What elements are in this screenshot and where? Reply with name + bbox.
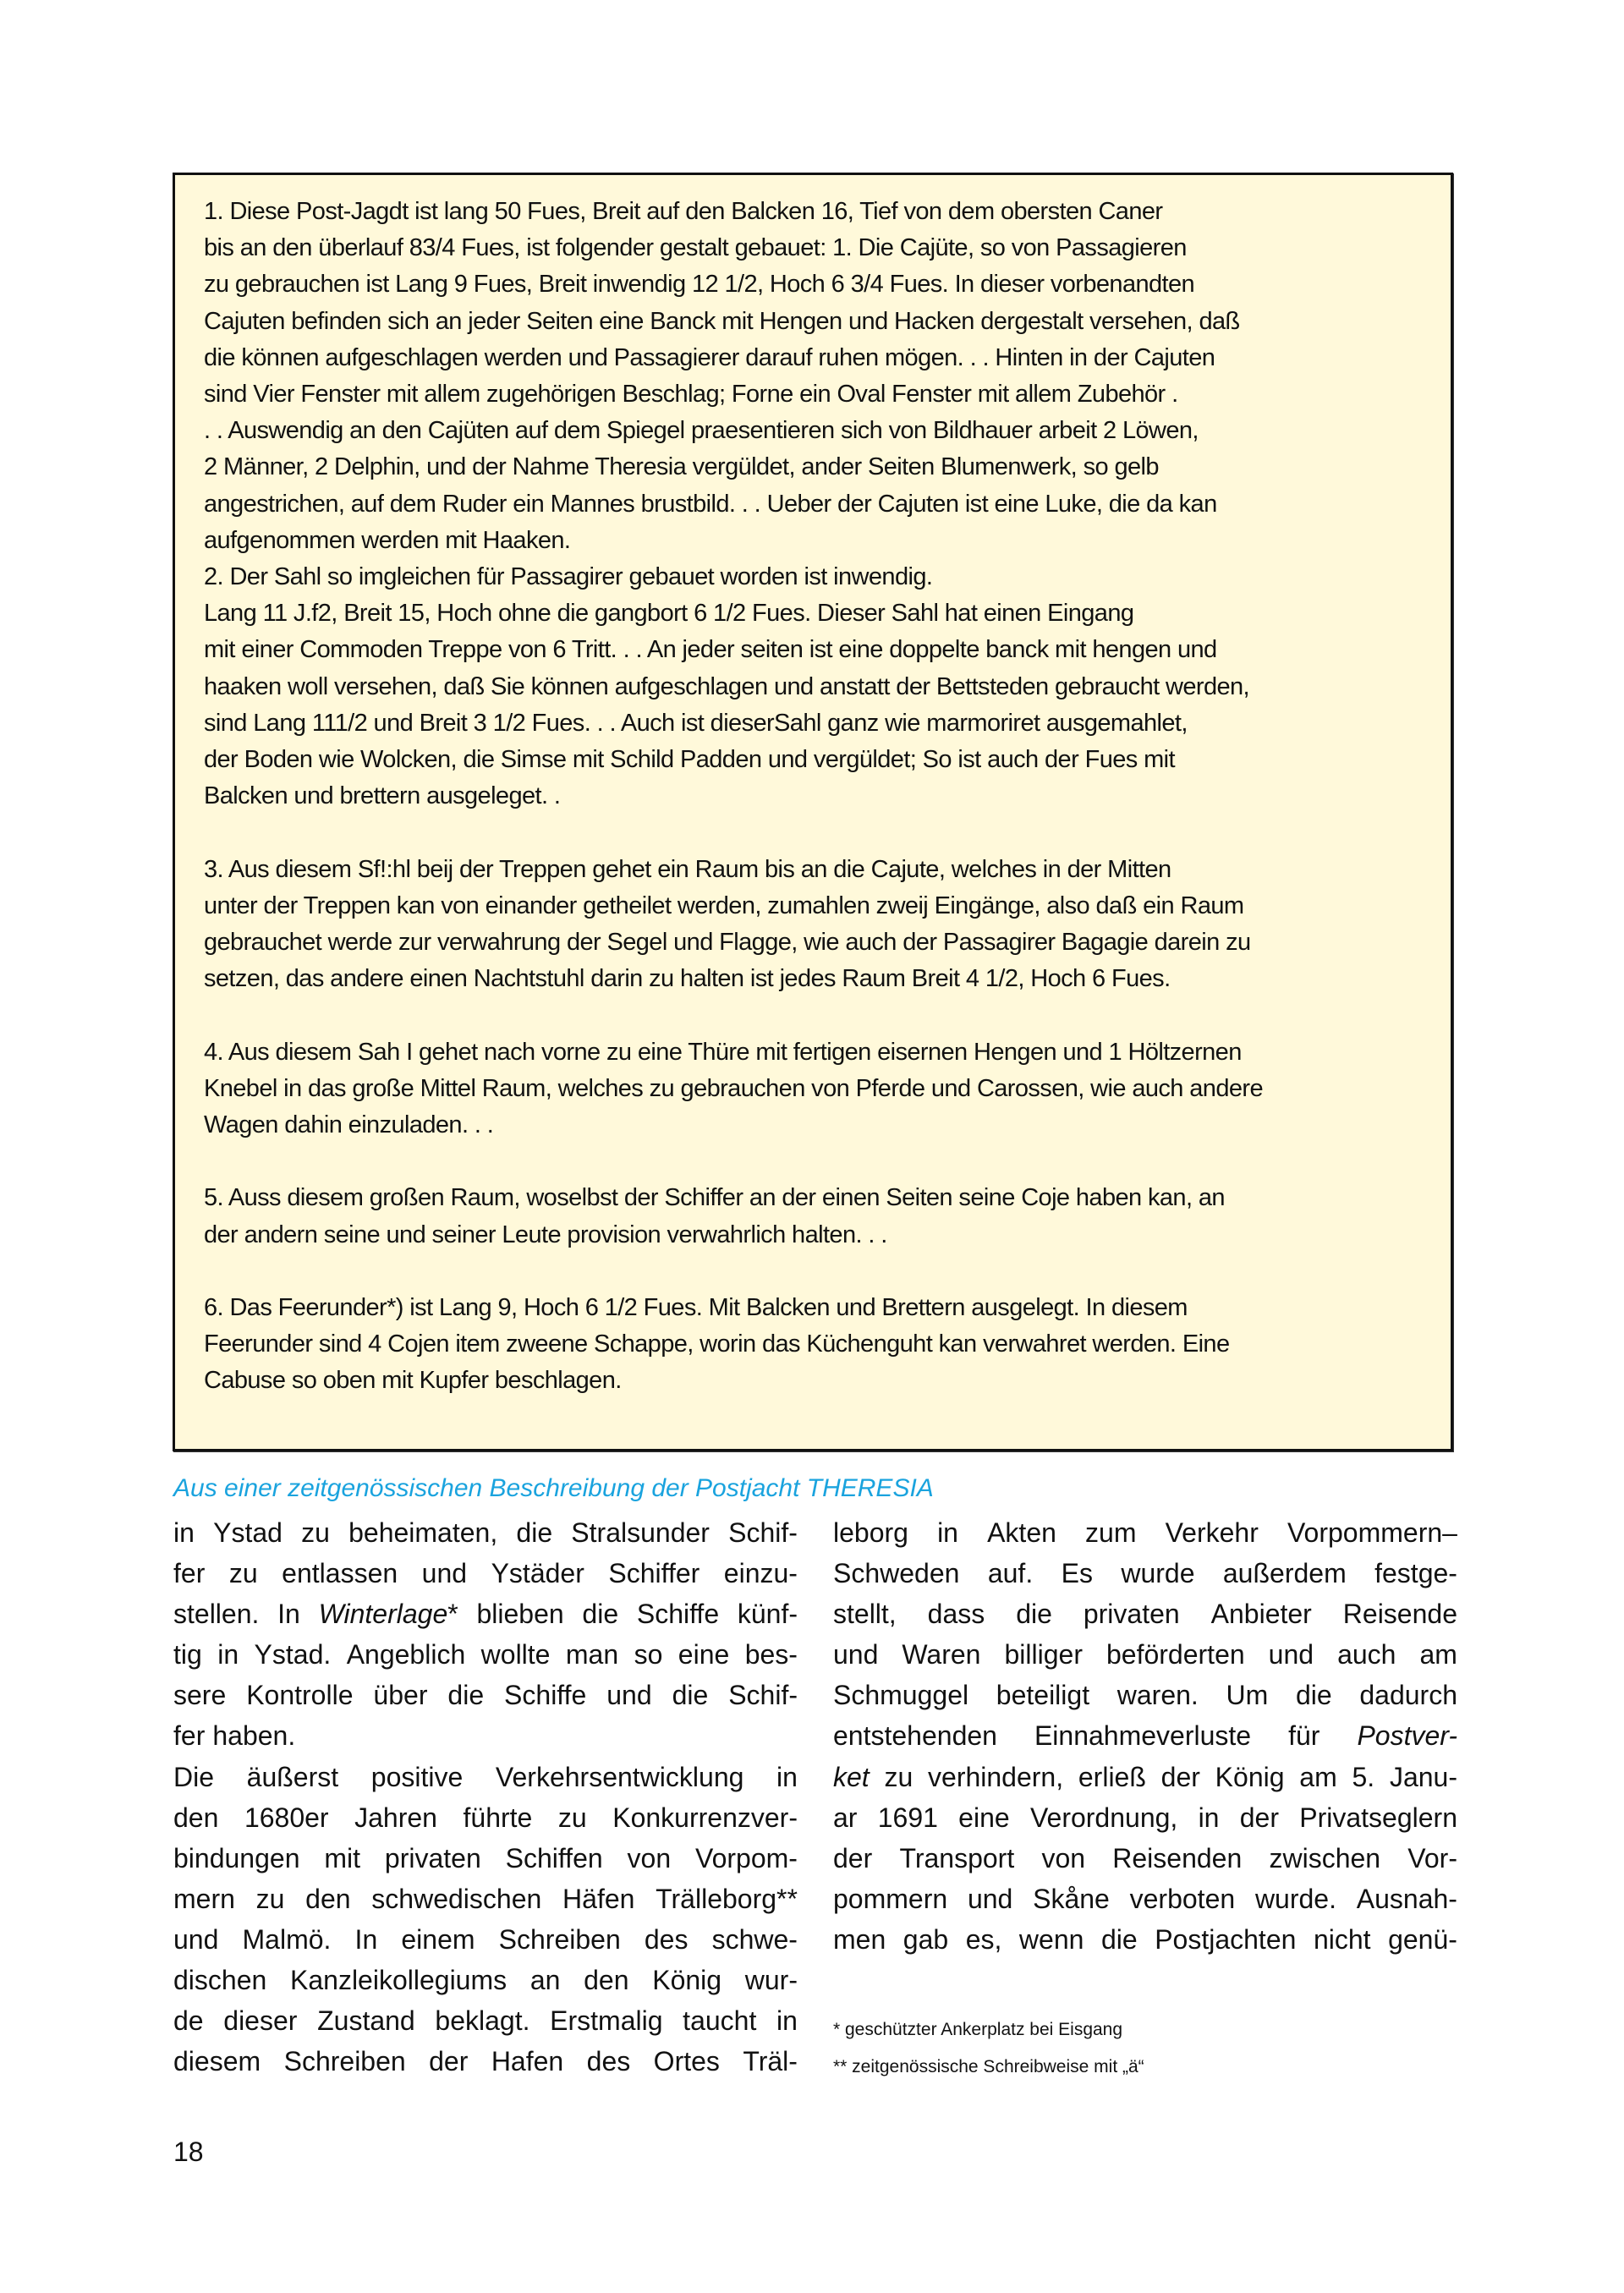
quote-line: Balcken und brettern ausgeleget. . bbox=[204, 782, 561, 810]
paragraph-gap bbox=[204, 1253, 1425, 1290]
body-word: men bbox=[833, 1923, 886, 1955]
body-word: und bbox=[421, 1558, 468, 1589]
quote-line: angestrichen, auf dem Ruder ein Mannes brustbild. . . Ueber der Cajuten ist eine Luke, die da kan bbox=[204, 490, 1217, 518]
body-word: Schweden bbox=[833, 1558, 960, 1589]
body-word: zu bbox=[557, 1802, 587, 1833]
body-word: Hafen bbox=[491, 2046, 564, 2077]
body-word: und bbox=[967, 1883, 1013, 1914]
body-word: taucht bbox=[683, 2005, 757, 2037]
body-word: Verordnung, bbox=[1029, 1802, 1178, 1833]
body-word: pommern bbox=[833, 1883, 948, 1914]
body-word: schwe- bbox=[711, 1923, 798, 1955]
body-word: Reisenden bbox=[1112, 1842, 1243, 1873]
body-word: Verkehr bbox=[1165, 1517, 1259, 1548]
body-word: der bbox=[1160, 1761, 1200, 1792]
quote-line: Lang 11 J.f2, Breit 15, Hoch ohne die gangbort 6 1/2 Fues. Dieser Sahl hat einen Eingang bbox=[204, 600, 1134, 628]
paragraph-gap bbox=[204, 815, 1425, 851]
body-word: Die bbox=[173, 1761, 215, 1792]
body-word: Angeblich bbox=[346, 1639, 466, 1670]
body-line bbox=[833, 1594, 1457, 1634]
quote-line: 2. Der Sahl so imgleichen für Passagirer gebauet worden ist inwendig. bbox=[204, 563, 933, 591]
body-word: waren. bbox=[1116, 1680, 1199, 1711]
body-word: den bbox=[584, 1965, 629, 1996]
body-word: entlassen bbox=[282, 1558, 398, 1589]
body-word: der bbox=[833, 1842, 873, 1873]
body-word: wenn bbox=[1018, 1923, 1084, 1955]
body-word: von bbox=[1041, 1842, 1086, 1873]
quote-line: aufgenommen werden mit Haaken. bbox=[204, 526, 571, 554]
body-word: gab bbox=[903, 1923, 949, 1955]
body-word: haben. bbox=[212, 1720, 296, 1752]
body-word: beförderten bbox=[1106, 1639, 1245, 1670]
body-word: die bbox=[1295, 1680, 1332, 1711]
body-word: zum bbox=[1085, 1517, 1137, 1548]
body-word: in bbox=[937, 1517, 958, 1548]
body-word: am bbox=[1299, 1761, 1337, 1792]
body-word: billiger bbox=[1004, 1639, 1083, 1670]
body-word: Schiffe bbox=[636, 1599, 720, 1630]
body-word: de bbox=[173, 2005, 204, 2037]
body-word: Schif- bbox=[728, 1680, 798, 1711]
body-word: dieser bbox=[223, 2005, 298, 2037]
body-word: einem bbox=[401, 1923, 475, 1955]
body-word: Schreiben bbox=[498, 1923, 621, 1955]
body-word: In bbox=[354, 1923, 378, 1955]
quote-line: sind Vier Fenster mit allem zugehörigen Beschlag; Forne ein Oval Fenster mit allem Zubehör . bbox=[204, 381, 1178, 409]
body-word: eine bbox=[958, 1802, 1010, 1833]
body-line bbox=[833, 1512, 1457, 1553]
body-line bbox=[173, 1797, 798, 1838]
body-word: Erstmalig bbox=[550, 2005, 663, 2037]
quote-line: Cajuten befinden sich an jeder Seiten eine Banck mit Hengen und Hacken dergestalt versehen, daß bbox=[204, 307, 1240, 335]
body-word: Vorpommern– bbox=[1287, 1517, 1457, 1548]
body-word: privaten bbox=[384, 1842, 481, 1873]
body-word: so bbox=[634, 1639, 663, 1670]
body-word: blieben bbox=[476, 1599, 564, 1630]
body-line bbox=[173, 2041, 798, 2082]
body-word: Ystäder bbox=[491, 1558, 584, 1589]
body-word: Einnahmeverluste bbox=[1034, 1720, 1252, 1752]
body-word: in bbox=[217, 1639, 239, 1670]
body-word: Kanzleikollegiums bbox=[290, 1965, 508, 1996]
body-word: in bbox=[776, 2005, 798, 2037]
body-word: fer bbox=[173, 1720, 206, 1752]
body-word: festge- bbox=[1374, 1558, 1457, 1589]
body-line bbox=[173, 1919, 798, 1960]
historical-quote-box bbox=[173, 173, 1453, 1451]
body-word: Ortes bbox=[653, 2046, 720, 2077]
body-word: schwedischen bbox=[371, 1883, 542, 1914]
body-word: König bbox=[652, 1965, 722, 1996]
body-word: Reisende bbox=[1342, 1599, 1457, 1630]
body-word: den bbox=[173, 1802, 219, 1833]
body-word: auf. bbox=[987, 1558, 1034, 1589]
body-word: zu bbox=[228, 1558, 258, 1589]
body-line bbox=[173, 1512, 798, 1553]
body-word: Schiffe bbox=[504, 1680, 587, 1711]
body-word: König bbox=[1215, 1761, 1285, 1792]
body-word: stellt, bbox=[833, 1599, 897, 1630]
body-word: führte bbox=[463, 1802, 533, 1833]
body-line bbox=[833, 1634, 1457, 1675]
quote-line: 3. Aus diesem Sf!:hl beij der Treppen gehet ein Raum bis an die Cajute, welches in der Mitten bbox=[204, 855, 1171, 883]
quote-line: 6. Das Feerunder*) ist Lang 9, Hoch 6 1/2 Fues. Mit Balcken und Brettern ausgelegt. In diesem bbox=[204, 1294, 1188, 1322]
body-word: Malmö. bbox=[242, 1923, 332, 1955]
body-line bbox=[833, 1797, 1457, 1838]
quote-caption: Aus einer zeitgenössischen Beschreibung der Postjacht THERESIA bbox=[173, 1474, 934, 1502]
body-word: dass bbox=[927, 1599, 985, 1630]
body-word: Janu- bbox=[1389, 1761, 1457, 1792]
footnotes bbox=[833, 2011, 1144, 2086]
body-word: und bbox=[173, 1923, 219, 1955]
body-line bbox=[173, 1879, 798, 1919]
body-word: den bbox=[305, 1883, 351, 1914]
body-word: dadurch bbox=[1359, 1680, 1457, 1711]
body-word: Privatseglern bbox=[1299, 1802, 1457, 1833]
quote-line: . . Auswendig an den Cajüten auf dem Spiegel praesentieren sich von Bildhauer arbeit 2 Löwen, bbox=[204, 417, 1199, 445]
body-word: verhindern, bbox=[928, 1761, 1064, 1792]
body-word: sere bbox=[173, 1680, 227, 1711]
quote-line: unter der Treppen kan von einander getheilet werden, zumahlen zweij Eingänge, also daß ein Raum bbox=[204, 891, 1244, 919]
body-word: tig bbox=[173, 1639, 202, 1670]
body-word: positive bbox=[370, 1761, 464, 1792]
body-word: außerdem bbox=[1222, 1558, 1347, 1589]
body-word: erließ bbox=[1078, 1761, 1146, 1792]
body-word: es, bbox=[965, 1923, 1002, 1955]
body-word: Träl- bbox=[743, 2046, 798, 2077]
quote-line: Wagen dahin einzuladen. . . bbox=[204, 1111, 494, 1139]
body-word: Schmuggel bbox=[833, 1680, 969, 1711]
body-word: Ystad. bbox=[254, 1639, 332, 1670]
footnote-2: ** zeitgenössische Schreibweise mit „ä“ bbox=[833, 2057, 1144, 2076]
body-word: und bbox=[606, 1680, 652, 1711]
quote-line: sind Lang 111/2 und Breit 3 1/2 Fues. . . Auch ist dieserSahl ganz wie marmoriret ausgemahlet, bbox=[204, 709, 1188, 737]
body-word: des bbox=[644, 1923, 689, 1955]
body-word: verboten bbox=[1129, 1883, 1236, 1914]
quote-paragraph-4 bbox=[204, 1034, 1425, 1144]
quote-line: 5. Auss diesem großen Raum, woselbst der Schiffer an der einen Seiten seine Coje haben kan, an bbox=[204, 1184, 1225, 1212]
quote-paragraph-1 bbox=[204, 194, 1425, 559]
body-line bbox=[173, 1838, 798, 1879]
body-word: und bbox=[833, 1639, 879, 1670]
body-word: ket bbox=[833, 1761, 870, 1792]
quote-line: die können aufgeschlagen werden und Passagierer darauf ruhen mögen. . . Hinten in der Cajuten bbox=[204, 343, 1215, 371]
body-word: Akten bbox=[987, 1517, 1056, 1548]
paragraph-gap bbox=[204, 1144, 1425, 1180]
body-column-right bbox=[833, 1512, 1457, 1960]
body-word: bes- bbox=[744, 1639, 798, 1670]
body-line bbox=[173, 1675, 798, 1715]
quote-line: Cabuse so oben mit Kupfer beschlagen. bbox=[204, 1367, 622, 1395]
body-word: Stralsunder bbox=[571, 1517, 710, 1548]
body-word: 1691 bbox=[877, 1802, 938, 1833]
quote-line: gebrauchet werde zur verwahrung der Segel und Flagge, wie auch der Passagirer Bagagie darein zu bbox=[204, 929, 1251, 957]
body-word: Schiffen bbox=[505, 1842, 603, 1873]
body-word: Jahren bbox=[354, 1802, 437, 1833]
body-word: Ystad bbox=[213, 1517, 283, 1548]
quote-paragraph-6 bbox=[204, 1290, 1425, 1400]
body-word: die bbox=[447, 1680, 485, 1711]
quote-line: 2 Männer, 2 Delphin, und der Nahme Theresia vergüldet, ander Seiten Blumenwerk, so gelb bbox=[204, 453, 1159, 481]
body-word: der bbox=[1239, 1802, 1279, 1833]
body-line bbox=[833, 1919, 1457, 1960]
body-word: ar bbox=[833, 1802, 858, 1833]
quote-line: der Boden wie Wolcken, die Simse mit Schild Padden und vergüldet; So ist auch der Fues mit bbox=[204, 746, 1175, 774]
body-word: für bbox=[1288, 1720, 1320, 1752]
body-word: fer bbox=[173, 1558, 206, 1589]
body-word: beheimaten, bbox=[348, 1517, 498, 1548]
body-word: die bbox=[582, 1599, 619, 1630]
body-word: stellen. bbox=[173, 1599, 260, 1630]
body-word: in bbox=[776, 1761, 798, 1792]
body-word: in bbox=[173, 1517, 195, 1548]
body-word: äußerst bbox=[246, 1761, 339, 1792]
quote-line: Knebel in das große Mittel Raum, welches zu gebrauchen von Pferde und Carossen, wie auch andere bbox=[204, 1074, 1263, 1102]
body-word: wurde. bbox=[1254, 1883, 1336, 1914]
body-line bbox=[173, 1757, 798, 1797]
body-word: einzu- bbox=[723, 1558, 798, 1589]
body-word: diesem bbox=[173, 2046, 261, 2077]
quote-line: Feerunder sind 4 Cojen item zweene Schappe, worin das Küchenguht kan verwahret werden. Eine bbox=[204, 1330, 1230, 1358]
body-word: Vor- bbox=[1407, 1842, 1457, 1873]
quote-line: der andern seine und seiner Leute provision verwahrlich halten. . . bbox=[204, 1221, 887, 1248]
body-word: künf- bbox=[737, 1599, 798, 1630]
body-word: Schif- bbox=[728, 1517, 798, 1548]
body-word: Waren bbox=[902, 1639, 981, 1670]
body-word: Ausnah- bbox=[1356, 1883, 1457, 1914]
body-word: Skåne bbox=[1033, 1883, 1110, 1914]
body-line bbox=[173, 1553, 798, 1594]
body-word: 1680er bbox=[244, 1802, 329, 1833]
quote-line: 1. Diese Post-Jagdt ist lang 50 Fues, Breit auf den Balcken 16, Tief von dem obersten Caner bbox=[204, 198, 1163, 225]
body-word: an bbox=[529, 1965, 561, 1996]
quote-line: setzen, das andere einen Nachtstuhl darin zu halten ist jedes Raum Breit 4 1/2, Hoch 6 Fues. bbox=[204, 965, 1171, 993]
body-word: Anbieter bbox=[1210, 1599, 1312, 1630]
footnote-1: * geschützter Ankerplatz bei Eisgang bbox=[833, 2020, 1123, 2039]
quote-line: bis an den überlauf 83/4 Fues, ist folgender gestalt gebauet: 1. Die Cajüte, so von Passagieren bbox=[204, 234, 1187, 262]
body-line bbox=[833, 1838, 1457, 1879]
quote-line: 4. Aus diesem Sah I gehet nach vorne zu eine Thüre mit fertigen eisernen Hengen und 1 Höltzernen bbox=[204, 1038, 1242, 1066]
body-word: und bbox=[1268, 1639, 1314, 1670]
body-word: bindungen bbox=[173, 1842, 300, 1873]
body-word: die bbox=[1016, 1599, 1052, 1630]
body-line bbox=[173, 1715, 798, 1756]
body-line bbox=[833, 1715, 1457, 1756]
body-word: beteiligt bbox=[996, 1680, 1090, 1711]
body-line bbox=[173, 1634, 798, 1675]
body-word: Es bbox=[1061, 1558, 1093, 1589]
body-word: am bbox=[1419, 1639, 1457, 1670]
body-word: Trälleborg** bbox=[656, 1883, 798, 1914]
quote-line: mit einer Commoden Treppe von 6 Tritt. . . An jeder seiten ist eine doppelte banck mit hengen und bbox=[204, 636, 1217, 664]
body-word: Postver- bbox=[1357, 1720, 1457, 1752]
body-word: zu bbox=[884, 1761, 914, 1792]
body-line bbox=[833, 1757, 1457, 1797]
body-word: wollte bbox=[480, 1639, 551, 1670]
quote-paragraph-2 bbox=[204, 559, 1425, 815]
body-column-left bbox=[173, 1512, 798, 2082]
body-word: genü- bbox=[1388, 1923, 1457, 1955]
body-word: die bbox=[1100, 1923, 1138, 1955]
body-word: privaten bbox=[1083, 1599, 1180, 1630]
quote-line: zu gebrauchen ist Lang 9 Fues, Breit inwendig 12 1/2, Hoch 6 3/4 Fues. In dieser vorbenandten bbox=[204, 271, 1195, 299]
body-word: beklagt. bbox=[435, 2005, 530, 2037]
body-word: Um bbox=[1226, 1680, 1269, 1711]
body-line bbox=[173, 1960, 798, 2000]
body-word: Häfen bbox=[562, 1883, 635, 1914]
body-word: die bbox=[672, 1680, 709, 1711]
body-word: Konkurrenzver- bbox=[612, 1802, 798, 1833]
body-line bbox=[173, 2000, 798, 2041]
body-word: Verkehrsentwicklung bbox=[495, 1761, 744, 1792]
body-word: über bbox=[373, 1680, 428, 1711]
body-word: mern bbox=[173, 1883, 235, 1914]
body-word: mit bbox=[324, 1842, 361, 1873]
body-word: zu bbox=[301, 1517, 330, 1548]
body-word: nicht bbox=[1313, 1923, 1371, 1955]
body-word: 5. bbox=[1352, 1761, 1375, 1792]
body-word: in bbox=[1198, 1802, 1220, 1833]
body-line bbox=[833, 1879, 1457, 1919]
body-word: zu bbox=[255, 1883, 285, 1914]
body-line bbox=[173, 1594, 798, 1634]
body-word: zwischen bbox=[1269, 1842, 1381, 1873]
body-word: leborg bbox=[833, 1517, 908, 1548]
body-word: Schreiben bbox=[283, 2046, 406, 2077]
body-word: Schiffer bbox=[608, 1558, 700, 1589]
body-word: wur- bbox=[744, 1965, 798, 1996]
quote-paragraph-3 bbox=[204, 852, 1425, 998]
body-word: des bbox=[586, 2046, 631, 2077]
body-line bbox=[833, 1553, 1457, 1594]
quote-content bbox=[204, 194, 1425, 1400]
quote-line: haaken woll versehen, daß Sie können aufgeschlagen und anstatt der Bettsteden gebraucht werden, bbox=[204, 672, 1249, 700]
body-word: Zustand bbox=[317, 2005, 415, 2037]
page-number: 18 bbox=[173, 2137, 204, 2167]
body-word: wurde bbox=[1121, 1558, 1195, 1589]
body-word: entstehenden bbox=[833, 1720, 997, 1752]
body-word: von bbox=[627, 1842, 672, 1873]
body-word: In bbox=[277, 1599, 300, 1630]
body-word: Vorpom- bbox=[695, 1842, 798, 1873]
body-word: Winterlage* bbox=[318, 1599, 458, 1630]
body-word: eine bbox=[678, 1639, 730, 1670]
paragraph-gap bbox=[204, 997, 1425, 1034]
body-line bbox=[833, 1675, 1457, 1715]
body-word: der bbox=[429, 2046, 469, 2077]
quote-paragraph-5 bbox=[204, 1180, 1425, 1253]
body-word: Transport bbox=[899, 1842, 1015, 1873]
body-word: Postjachten bbox=[1155, 1923, 1297, 1955]
body-word: auch bbox=[1337, 1639, 1396, 1670]
body-word: die bbox=[516, 1517, 553, 1548]
body-word: man bbox=[565, 1639, 619, 1670]
body-word: Kontrolle bbox=[246, 1680, 354, 1711]
body-word: dischen bbox=[173, 1965, 267, 1996]
